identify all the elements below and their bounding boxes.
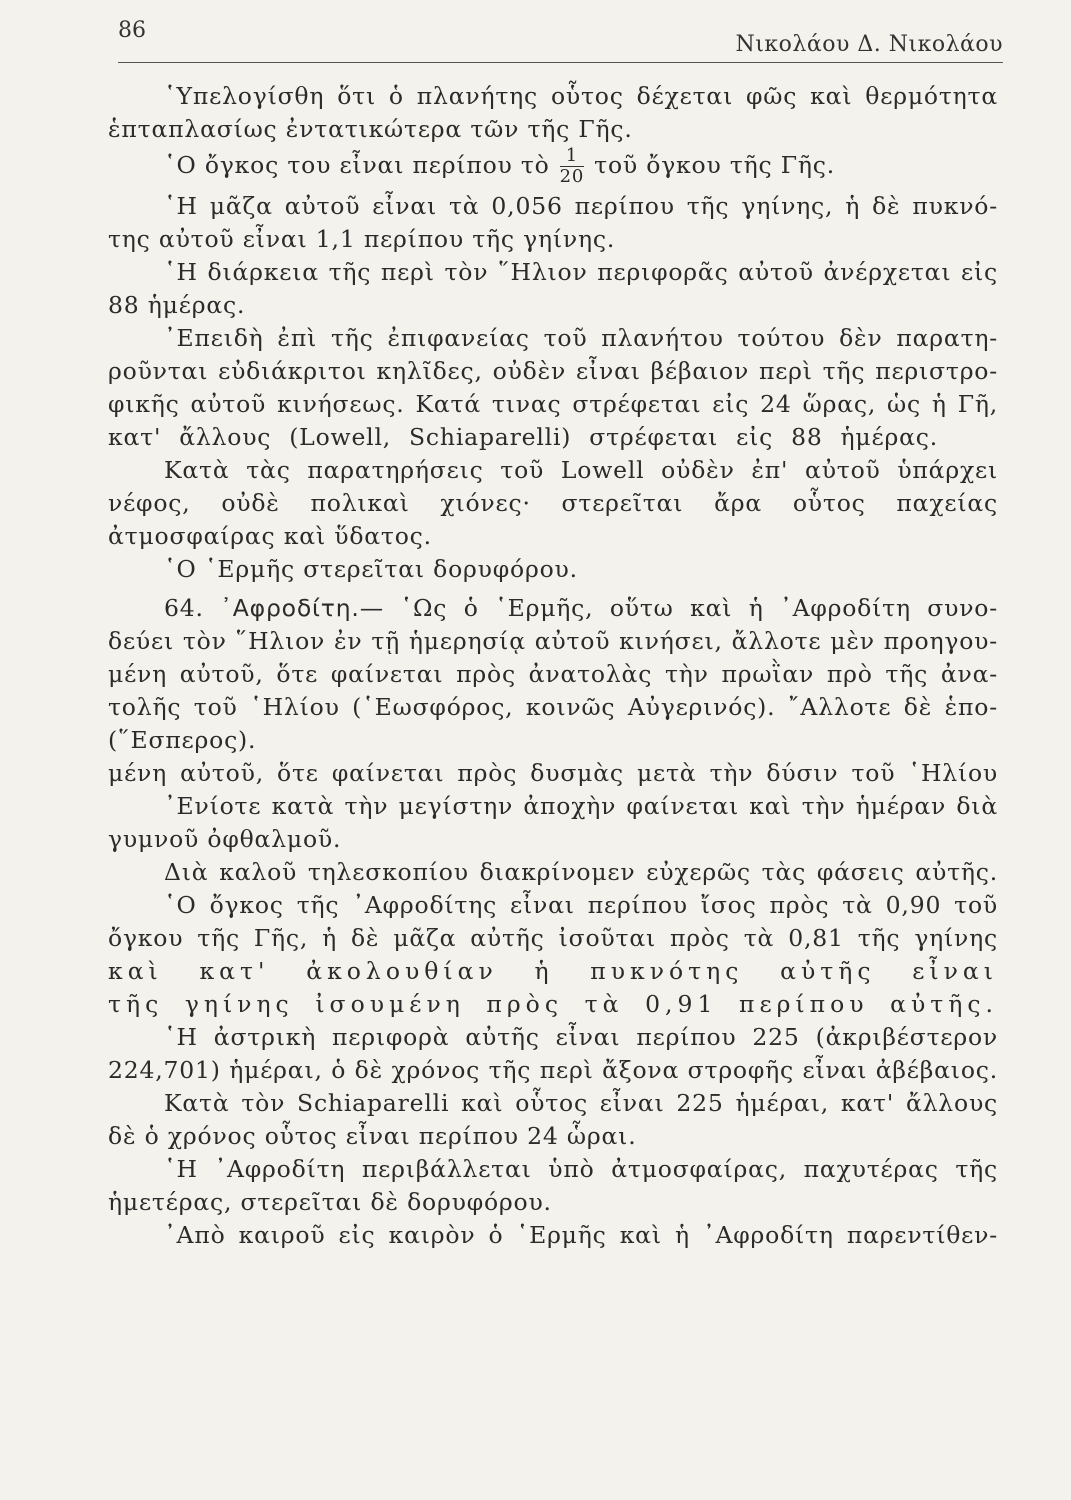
text-line: Κατὰ τὸν Schiaparelli καὶ οὗτος εἶναι 225 ἡμέραι, κατ' ἄλλους xyxy=(164,1089,998,1117)
text-line: (῞Εσπερος). xyxy=(108,726,257,754)
section-heading-line xyxy=(108,592,998,625)
text-line: ῾Ο ὄγκος τῆς ᾿Αφροδίτης εἶναι περίπου ἴσος πρὸς τὰ 0,90 τοῦ xyxy=(164,891,998,919)
text-line: ῾Η ἀστρικὴ περιφορὰ αὐτῆς εἶναι περίπου 225 (ἀκριβέστερον xyxy=(164,1023,998,1051)
text-line: ὄγκου τῆς Γῆς, ἡ δὲ μᾶζα αὐτῆς ἰσοῦται πρὸς τὰ 0,81 τῆς γηίνης xyxy=(108,924,998,952)
volume-line xyxy=(108,146,998,190)
text-line: 224,701) ἡμέραι, ὁ δὲ χρόνος τῆς περὶ ἄξονα στροφῆς εἶναι ἀβέβαιος. xyxy=(108,1056,998,1084)
text-line: μένη αὐτοῦ, ὅτε φαίνεται πρὸς ἀνατολὰς τὴν πρωῒαν πρὸ τῆς ἀνα- xyxy=(108,660,998,688)
page-header xyxy=(118,18,1003,58)
text-line: νέφος, οὐδὲ πολικαὶ χιόνες· στερεῖται ἄρα οὗτος παχείας xyxy=(108,489,998,517)
header-rule xyxy=(118,62,1003,63)
text-line: τολῆς τοῦ ῾Ηλίου (῾Εωσφόρος, κοινῶς Αὐγερινός). ῎Αλλοτε δὲ ἑπο- xyxy=(108,693,998,721)
text-line-spaced: καὶ κατ' ἀκολουθίαν ἡ πυκνότης αὐτῆς εἶναι xyxy=(108,957,998,985)
fraction-denominator: 20 xyxy=(559,166,585,187)
text-line: ᾿Επειδὴ ἐπὶ τῆς ἐπιφανείας τοῦ πλανήτου τούτου δὲν παρατη- xyxy=(164,324,998,352)
text-line: ῾Υπελογίσθη ὅτι ὁ πλανήτης οὗτος δέχεται φῶς καὶ θερμότητα xyxy=(164,82,998,110)
text-line: γυμνοῦ ὀφθαλμοῦ. xyxy=(108,825,342,853)
text-line: μένη αὐτοῦ, ὅτε φαίνεται πρὸς δυσμὰς μετὰ τὴν δύσιν τοῦ ῾Ηλίου xyxy=(108,759,998,787)
section-number: 64. xyxy=(164,594,204,622)
text-line: Διὰ καλοῦ τηλεσκοπίου διακρίνομεν εὐχερῶς τὰς φάσεις αὐτῆς. xyxy=(164,858,998,886)
running-head: Νικολάου Δ. Νικολάου xyxy=(735,32,1003,57)
text-line: ᾿Ενίοτε κατὰ τὴν μεγίστην ἀποχὴν φαίνεται καὶ τὴν ἡμέραν διὰ xyxy=(164,792,998,820)
text-line: Κατὰ τὰς παρατηρήσεις τοῦ Lowell οὐδὲν ἐπ' αὐτοῦ ὑπάρχει xyxy=(164,456,998,484)
text-line: ῾Η μᾶζα αὐτοῦ εἶναι τὰ 0,056 περίπου τῆς γηίνης, ἡ δὲ πυκνό- xyxy=(164,192,998,220)
text-line: ἑπταπλασίως ἐντατικώτερα τῶν τῆς Γῆς. xyxy=(108,115,633,143)
text-line: 88 ἡμέρας. xyxy=(108,291,246,319)
text-line: φικῆς αὐτοῦ κινήσεως. Κατά τινας στρέφεται εἰς 24 ὥρας, ὡς ἡ Γῆ, xyxy=(108,390,998,418)
volume-text-before: ῾Ο ὄγκος του εἶναι περίπου τὸ xyxy=(164,151,550,179)
volume-text-after: τοῦ ὄγκου τῆς Γῆς. xyxy=(594,151,835,179)
page-number: 86 xyxy=(118,18,146,43)
text-line: ῾Η διάρκεια τῆς περὶ τὸν ῞Ηλιον περιφορᾶς αὐτοῦ ἀνέρχεται εἰς xyxy=(164,258,998,286)
text-line: ᾿Απὸ καιροῦ εἰς καιρὸν ὁ ῾Ερμῆς καὶ ἡ ᾿Αφροδίτη παρεντίθεν- xyxy=(164,1221,998,1249)
fraction-numerator: 1 xyxy=(560,146,585,167)
page-body xyxy=(108,80,998,1252)
text-line: της αὐτοῦ εἶναι 1,1 περίπου τῆς γηίνης. xyxy=(108,225,616,253)
fraction xyxy=(560,146,585,187)
section-first-line: ῾Ως ὁ ῾Ερμῆς, οὕτω καὶ ἡ ᾿Αφροδίτη συνο- xyxy=(400,594,998,622)
text-line: ῾Η ᾿Αφροδίτη περιβάλλεται ὑπὸ ἀτμοσφαίρας, παχυτέρας τῆς xyxy=(164,1155,998,1183)
text-line: ἡμετέρας, στερεῖται δὲ δορυφόρου. xyxy=(108,1188,552,1216)
text-line: δεύει τὸν ῞Ηλιον ἐν τῇ ἡμερησίᾳ αὐτοῦ κινήσει, ἄλλοτε μὲν προηγου- xyxy=(108,627,998,655)
text-line: δὲ ὁ χρόνος οὗτος εἶναι περίπου 24 ὧραι. xyxy=(108,1122,637,1150)
section-title: ᾿Αφροδίτη.— xyxy=(220,594,384,622)
text-line: ἀτμοσφαίρας καὶ ὕδατος. xyxy=(108,522,432,550)
text-line: κατ' ἄλλους (Lowell, Schiaparelli) στρέφεται εἰς 88 ἡμέρας. xyxy=(108,423,938,451)
text-line: ροῦνται εὐδιάκριτοι κηλῖδες, οὐδὲν εἶναι βέβαιον περὶ τῆς περιστρο- xyxy=(108,357,998,385)
text-line: ῾Ο ῾Ερμῆς στερεῖται δορυφόρου. xyxy=(164,555,578,583)
text-line-spaced: τῆς γηίνης ἰσουμένη πρὸς τὰ 0,91 περίπου αὐτῆς. xyxy=(108,990,998,1018)
